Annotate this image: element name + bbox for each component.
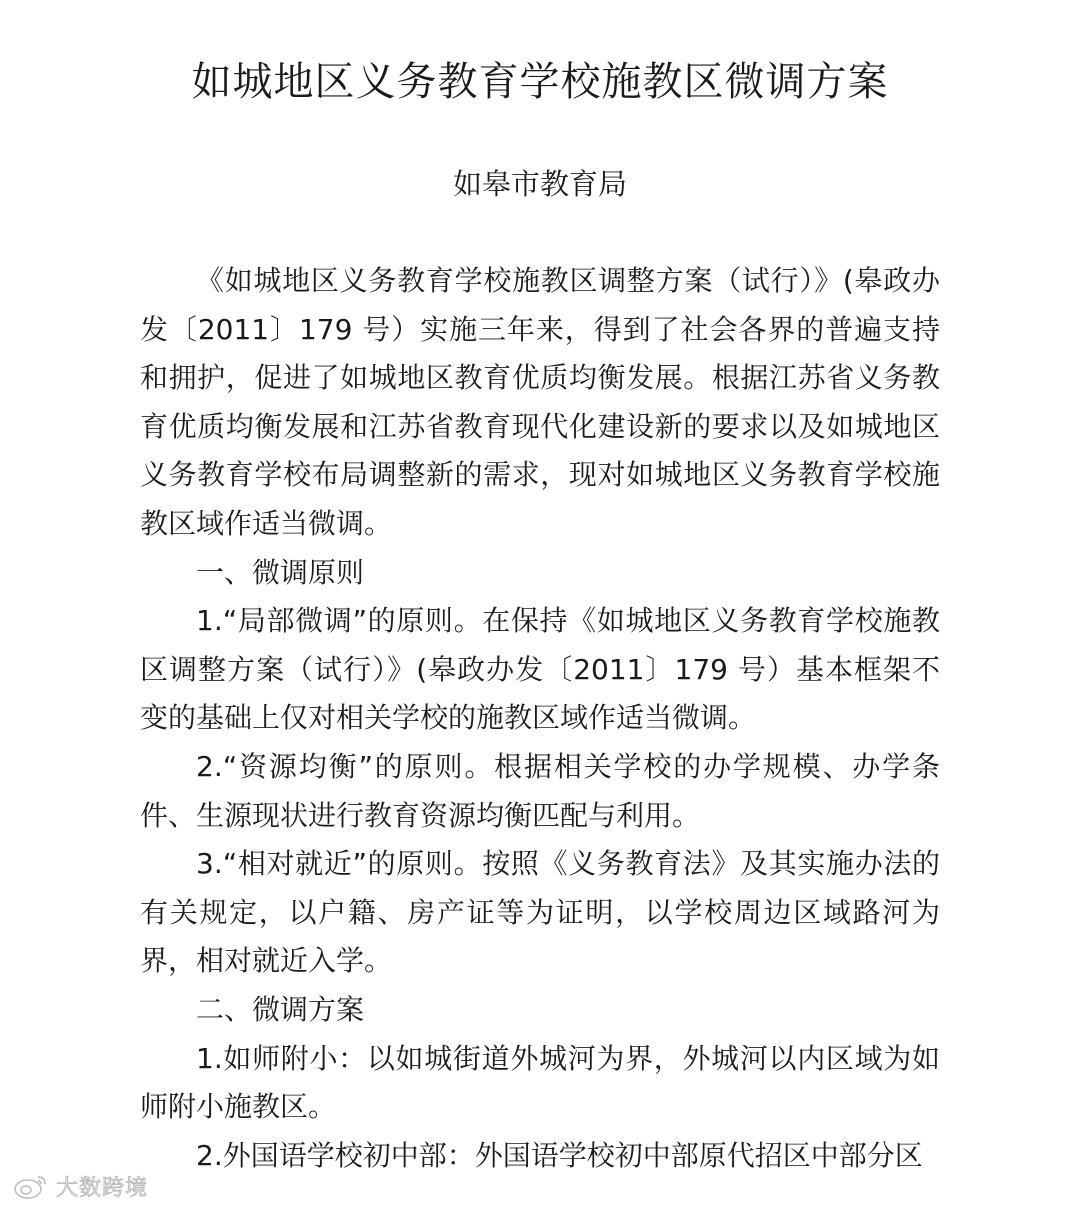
- paragraph-principle-3: 3.“相对就近”的原则。按照《义务教育法》及其实施办法的有关规定，以户籍、房产证等为证明，以学校周边区域路河为界，相对就近入学。: [140, 847, 940, 978]
- paragraph-intro: 《如城地区义务教育学校施教区调整方案（试行）》(皋政办发〔2011〕179 号）实施三年来，得到了社会各界的普遍支持和拥护，促进了如城地区教育优质均衡发展。根据江苏省义务教育优质均衡发展和江苏省教育现代化建设新的要求以及如城地区义务教育学校布局调整新的需求，现对如城地区义务教育学校施教区域作适当微调。: [140, 264, 940, 540]
- paragraph-plan-1: 1.如师附小：以如城街道外城河为界，外城河以内区域为如师附小施教区。: [140, 1041, 940, 1124]
- watermark-text: 大数跨境: [56, 1175, 149, 1201]
- paragraph-plan-2: 2.外国语学校初中部：外国语学校初中部原代招区中部分区: [196, 1138, 923, 1172]
- paragraph-principle-1: 1.“局部微调”的原则。在保持《如城地区义务教育学校施教区调整方案（试行）》(皋政办发〔2011〕179 号）基本框架不变的基础上仅对相关学校的施教区域作适当微调。: [140, 604, 940, 735]
- paragraph-principle-2: 2.“资源均衡”的原则。根据相关学校的办学规模、办学条件、生源现状进行教育资源均衡匹配与利用。: [140, 749, 940, 832]
- document-author: 如皋市教育局: [452, 167, 627, 201]
- document-title: 如城地区义务教育学校施教区微调方案: [191, 59, 889, 105]
- watermark: [12, 1168, 148, 1204]
- section-heading-principles: 一、微调原则: [196, 555, 365, 589]
- document-body: [140, 257, 940, 1180]
- section-heading-plan: 二、微调方案: [196, 992, 365, 1026]
- weibo-logo-icon: [12, 1171, 50, 1201]
